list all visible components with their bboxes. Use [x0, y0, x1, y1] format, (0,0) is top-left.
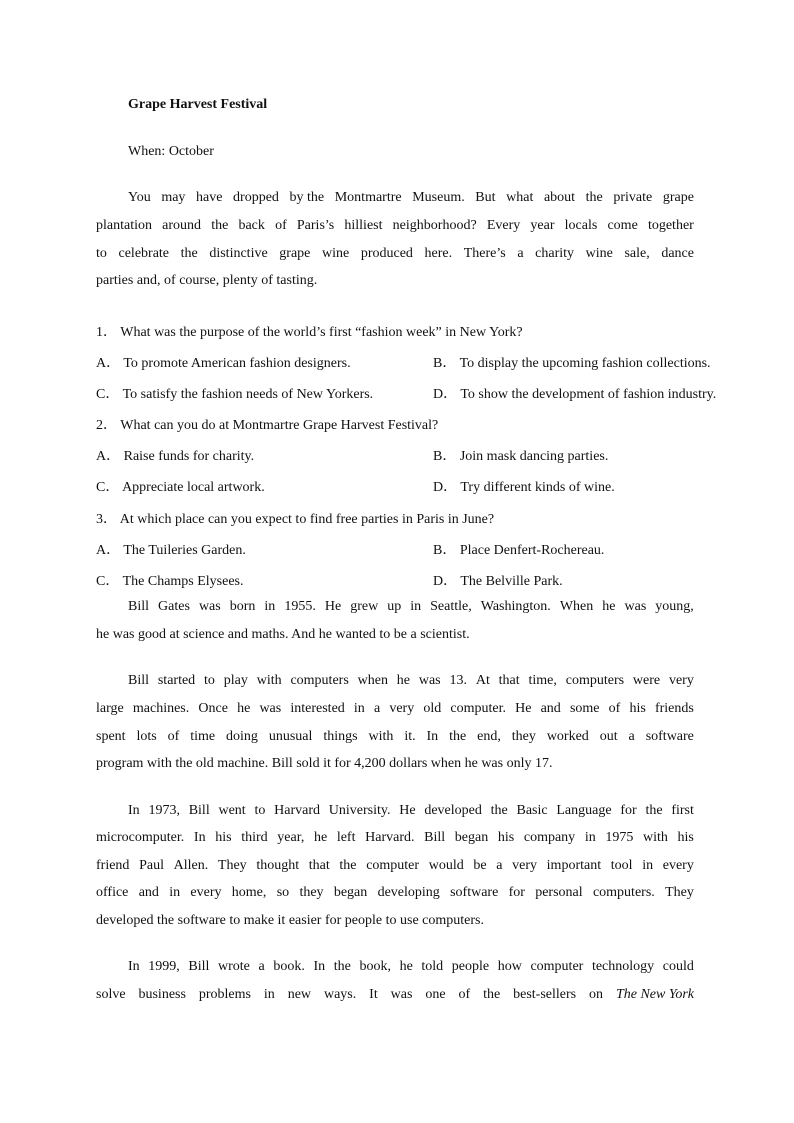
- passage-line: [128, 803, 694, 819]
- word: wrote: [218, 959, 250, 974]
- word: he: [237, 701, 251, 716]
- passage-line: [96, 858, 694, 874]
- word: was: [390, 987, 413, 1002]
- word: with: [643, 830, 668, 845]
- word: began: [333, 885, 368, 900]
- word: sale,: [624, 246, 650, 261]
- word: in: [584, 830, 596, 845]
- word: the: [645, 803, 663, 818]
- word: started: [157, 673, 196, 688]
- passage-line: [96, 987, 694, 1003]
- word: what: [506, 190, 534, 205]
- word: large: [96, 701, 124, 716]
- question-option: D． To show the development of fashion industry.: [433, 387, 717, 402]
- word: hilliest: [344, 218, 383, 233]
- word: every: [190, 885, 222, 900]
- word: thought: [256, 858, 300, 873]
- word: year: [530, 218, 555, 233]
- word: celebrate: [118, 246, 170, 261]
- word: by the: [289, 190, 325, 205]
- word: Paul: [139, 858, 164, 873]
- word: private: [613, 190, 653, 205]
- newspaper-title: The New York: [615, 987, 694, 1002]
- word: his: [677, 830, 694, 845]
- word: would: [428, 858, 464, 873]
- word: be: [473, 858, 487, 873]
- word: was: [259, 701, 282, 716]
- word: the: [211, 218, 229, 233]
- word: locals: [564, 218, 598, 233]
- word: parties and, of course, plenty of tasting.: [96, 273, 318, 288]
- word: in: [169, 885, 181, 900]
- word: He: [324, 599, 342, 614]
- question-option: C． The Champs Elysees.: [96, 574, 244, 589]
- word: important: [546, 858, 602, 873]
- word: come: [607, 218, 638, 233]
- word: told: [421, 959, 444, 974]
- word: 1975: [605, 830, 634, 845]
- passage-line: [128, 673, 694, 689]
- word: They: [665, 885, 694, 900]
- word: he: [399, 959, 413, 974]
- word: interested: [290, 701, 345, 716]
- word: doing: [226, 729, 258, 744]
- word: best-sellers: [513, 987, 577, 1002]
- word: software: [645, 729, 694, 744]
- word: program with the old machine. Bill sold it for 4,200 dollars when he was only 17.: [96, 756, 553, 771]
- word: Bill: [424, 830, 446, 845]
- word: have: [196, 190, 223, 205]
- question-option: D． The Belville Park.: [433, 574, 563, 589]
- word: his: [497, 830, 515, 845]
- word: left: [336, 830, 356, 845]
- word: Paris’s: [296, 218, 335, 233]
- word: developing: [377, 885, 440, 900]
- word: Bill: [128, 599, 150, 614]
- word: University.: [328, 803, 391, 818]
- word: wine: [585, 246, 613, 261]
- question-stem: 1． What was the purpose of the world’s first “fashion week” in New York?: [96, 325, 523, 340]
- question-option: A． To promote American fashion designers.: [96, 356, 351, 371]
- word: for: [620, 803, 637, 818]
- word: in: [353, 701, 365, 716]
- word: they: [511, 729, 536, 744]
- festival-title: Grape Harvest Festival: [128, 97, 268, 112]
- passage-line: [128, 959, 694, 975]
- word: about: [543, 190, 576, 205]
- passage-line: [96, 627, 694, 643]
- question-option: C． To satisfy the fashion needs of New Yorkers.: [96, 387, 374, 402]
- word: his: [215, 830, 232, 845]
- passage-line: [96, 756, 694, 772]
- word: could: [662, 959, 694, 974]
- word: of: [608, 701, 621, 716]
- word: he was good at science and maths. And he wanted to be a scientist.: [96, 627, 470, 642]
- word: with: [368, 729, 394, 744]
- word: In: [128, 803, 140, 818]
- festival-para-line: [96, 218, 694, 234]
- word: a: [258, 959, 265, 974]
- word: plantation: [96, 218, 152, 233]
- word: young,: [655, 599, 694, 614]
- word: he: [396, 673, 411, 688]
- passage-line: [128, 599, 694, 615]
- word: to: [254, 803, 266, 818]
- word: Every: [486, 218, 521, 233]
- word: friend: [96, 858, 130, 873]
- word: It: [369, 987, 378, 1002]
- question-option: C． Appreciate local artwork.: [96, 480, 265, 495]
- word: so: [276, 885, 290, 900]
- word: Bill: [188, 959, 210, 974]
- word: problems: [198, 987, 251, 1002]
- word: Bill: [128, 673, 150, 688]
- word: But: [475, 190, 496, 205]
- word: a: [628, 729, 635, 744]
- word: Harvard.: [365, 830, 415, 845]
- word: 1973,: [148, 803, 180, 818]
- word: computers: [290, 673, 349, 688]
- word: computers: [565, 673, 625, 688]
- word: a: [373, 701, 381, 716]
- word: his: [629, 701, 646, 716]
- word: Washington.: [480, 599, 551, 614]
- word: distinctive: [209, 246, 268, 261]
- word: some: [569, 701, 600, 716]
- word: every: [662, 858, 694, 873]
- word: microcomputer.: [96, 830, 185, 845]
- word: wine: [321, 246, 350, 261]
- passage-line: [96, 701, 694, 717]
- word: the: [180, 246, 198, 261]
- word: He: [399, 803, 416, 818]
- word: of: [275, 218, 287, 233]
- word: time: [190, 729, 216, 744]
- word: Language: [556, 803, 612, 818]
- word: When: [559, 599, 594, 614]
- word: was: [198, 599, 221, 614]
- word: together: [647, 218, 694, 233]
- question-stem: 3． At which place can you expect to find free parties in Paris in June?: [96, 512, 495, 527]
- word: for: [508, 885, 525, 900]
- word: went: [218, 803, 246, 818]
- question-option: B． Join mask dancing parties.: [433, 449, 609, 464]
- word: charity: [535, 246, 575, 261]
- word: personal: [535, 885, 583, 900]
- word: when: [357, 673, 388, 688]
- word: They: [217, 858, 247, 873]
- word: neighborhood?: [392, 218, 477, 233]
- word: in: [642, 858, 654, 873]
- question-option: B． Place Denfert-Rochereau.: [433, 543, 605, 558]
- passage-line: [96, 830, 694, 846]
- word: developed: [424, 803, 482, 818]
- word: Harvard: [274, 803, 320, 818]
- passage-line: [96, 913, 694, 929]
- word: developed the software to make it easier for people to use computers.: [96, 913, 484, 928]
- word: may: [161, 190, 186, 205]
- word: of: [167, 729, 180, 744]
- word: on: [589, 987, 604, 1002]
- word: of: [458, 987, 471, 1002]
- word: office: [96, 885, 129, 900]
- word: book,: [359, 959, 391, 974]
- word: dropped: [233, 190, 279, 205]
- word: a: [496, 858, 503, 873]
- word: You: [128, 190, 151, 205]
- word: old: [423, 701, 442, 716]
- word: friends: [654, 701, 694, 716]
- word: unusual: [268, 729, 313, 744]
- question-option: A． Raise funds for charity.: [96, 449, 255, 464]
- word: lots: [136, 729, 157, 744]
- word: Seattle,: [430, 599, 472, 614]
- word: things: [323, 729, 358, 744]
- question-option: B． To display the upcoming fashion collections.: [433, 356, 711, 371]
- word: home,: [231, 885, 267, 900]
- word: up: [387, 599, 402, 614]
- word: grape: [662, 190, 694, 205]
- word: computer.: [450, 701, 506, 716]
- word: he: [602, 599, 616, 614]
- word: a: [517, 246, 524, 261]
- word: in: [410, 599, 422, 614]
- festival-para-line: [128, 190, 694, 206]
- word: produced: [360, 246, 413, 261]
- word: software: [450, 885, 499, 900]
- word: in: [264, 599, 276, 614]
- word: computer: [530, 959, 584, 974]
- word: the: [339, 858, 357, 873]
- word: In: [193, 830, 206, 845]
- word: computer: [366, 858, 420, 873]
- word: very: [512, 858, 538, 873]
- word: Allen.: [173, 858, 209, 873]
- word: one: [425, 987, 446, 1002]
- word: and: [540, 701, 561, 716]
- word: ways.: [323, 987, 357, 1002]
- word: computers.: [592, 885, 655, 900]
- word: company: [523, 830, 576, 845]
- word: dance: [661, 246, 694, 261]
- word: worked: [546, 729, 589, 744]
- passage-line: [96, 729, 694, 745]
- word: new: [287, 987, 312, 1002]
- word: was: [624, 599, 647, 614]
- word: it.: [404, 729, 416, 744]
- word: In: [128, 959, 140, 974]
- word: the: [333, 959, 351, 974]
- question-stem: 2． What can you do at Montmartre Grape Harvest Festival?: [96, 418, 439, 433]
- question-option: A． The Tuileries Garden.: [96, 543, 246, 558]
- question-option: D． Try different kinds of wine.: [433, 480, 615, 495]
- word: year,: [277, 830, 305, 845]
- word: people: [451, 959, 490, 974]
- word: At: [475, 673, 490, 688]
- word: back: [238, 218, 265, 233]
- word: he: [313, 830, 328, 845]
- word: business: [138, 987, 186, 1002]
- word: In: [313, 959, 326, 974]
- word: that: [498, 673, 520, 688]
- word: born: [229, 599, 256, 614]
- word: the: [490, 803, 508, 818]
- festival-para-line: [96, 273, 694, 289]
- word: very: [389, 701, 415, 716]
- passage-line: [96, 885, 694, 901]
- word: and: [138, 885, 159, 900]
- word: Gates: [158, 599, 190, 614]
- word: to: [204, 673, 215, 688]
- word: time,: [528, 673, 557, 688]
- word: solve: [96, 987, 126, 1002]
- word: He: [515, 701, 532, 716]
- word: very: [668, 673, 694, 688]
- word: first: [671, 803, 694, 818]
- word: began: [454, 830, 489, 845]
- word: with: [256, 673, 282, 688]
- word: was: [418, 673, 441, 688]
- word: In: [426, 729, 439, 744]
- word: book.: [273, 959, 305, 974]
- word: 1999,: [148, 959, 180, 974]
- word: spent: [96, 729, 126, 744]
- word: grape: [279, 246, 311, 261]
- word: out: [599, 729, 618, 744]
- word: 13.: [449, 673, 467, 688]
- word: tool: [610, 858, 633, 873]
- word: grew: [350, 599, 379, 614]
- word: machines.: [132, 701, 190, 716]
- word: how: [497, 959, 522, 974]
- word: third: [241, 830, 268, 845]
- festival-when: When: October: [128, 144, 214, 159]
- word: Once: [198, 701, 228, 716]
- word: the: [449, 729, 467, 744]
- word: There’s: [463, 246, 506, 261]
- word: around: [162, 218, 202, 233]
- word: here.: [424, 246, 453, 261]
- word: in: [263, 987, 275, 1002]
- word: to: [96, 246, 107, 261]
- word: 1955.: [284, 599, 316, 614]
- word: Basic: [516, 803, 548, 818]
- festival-para-line: [96, 246, 694, 262]
- word: were: [632, 673, 661, 688]
- word: the: [483, 987, 501, 1002]
- word: Museum.: [412, 190, 465, 205]
- word: that: [308, 858, 330, 873]
- word: the: [585, 190, 603, 205]
- word: Montmartre: [334, 190, 402, 205]
- word: Bill: [188, 803, 210, 818]
- word: they: [299, 885, 324, 900]
- word: technology: [591, 959, 655, 974]
- word: end,: [477, 729, 501, 744]
- word: play: [223, 673, 248, 688]
